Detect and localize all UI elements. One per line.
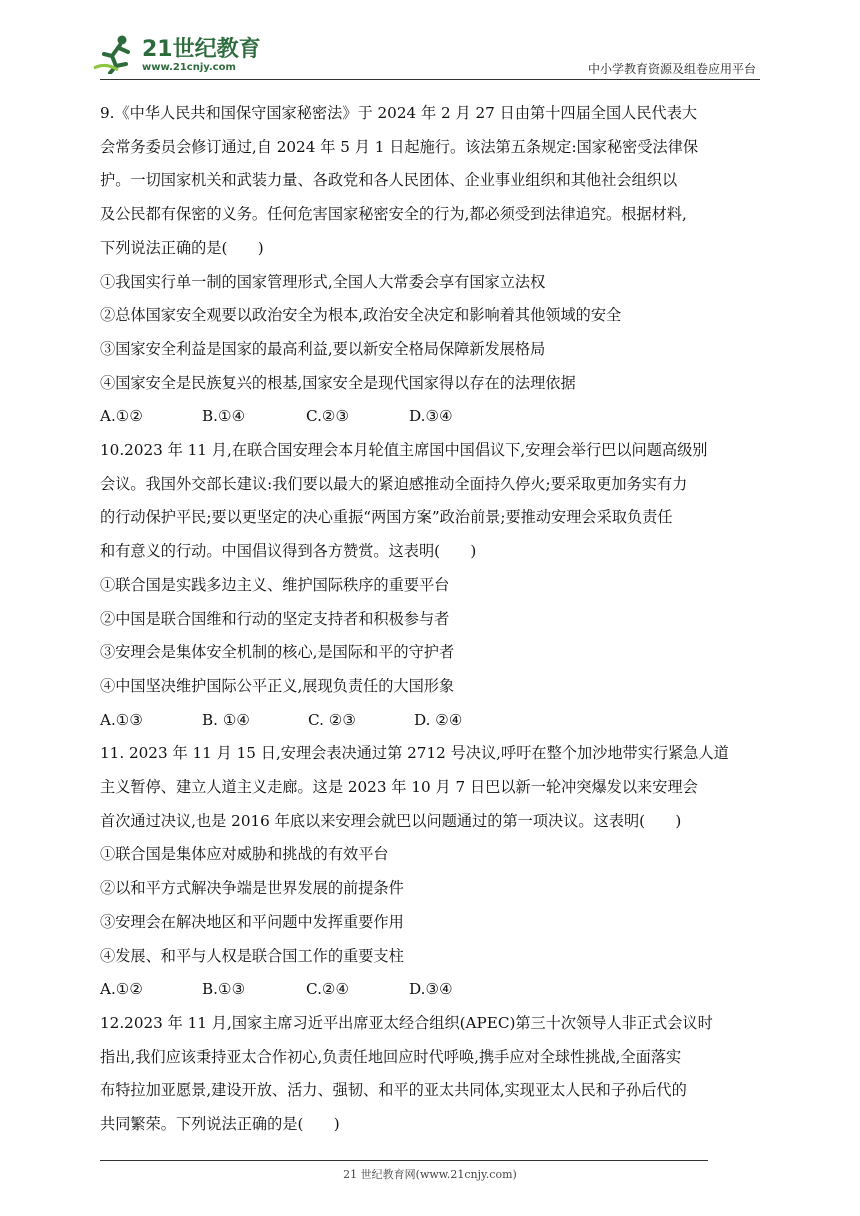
statement-item: ③安理会在解决地区和平问题中发挥重要作用 <box>100 912 404 931</box>
answer-options <box>100 973 766 1007</box>
question-stem-line: 护。一切国家机关和武装力量、各政党和各人民团体、企业事业组织和其他社会组织以 <box>100 171 678 190</box>
option-c[interactable]: C. ②③ <box>308 710 356 729</box>
statement-item: ①联合国是实践多边主义、维护国际秩序的重要平台 <box>100 575 450 594</box>
runner-logo-icon <box>92 34 136 74</box>
question-stem-line: 9.《中华人民共和国保守国家秘密法》于 2024 年 2 月 27 日由第十四届全国人民代表大 <box>100 104 698 122</box>
answer-options <box>100 400 766 434</box>
site-logo[interactable] <box>92 30 262 80</box>
statement-item: ②中国是联合国维和行动的坚定支持者和积极参与者 <box>100 609 450 628</box>
page-footer[interactable]: 21 世纪教育网(www.21cnjy.com) <box>343 1168 517 1181</box>
option-a[interactable]: A.①② <box>100 407 144 426</box>
statement-item: ①联合国是集体应对威胁和挑战的有效平台 <box>100 845 389 864</box>
statement-item: ①我国实行单一制的国家管理形式,全国人大常委会享有国家立法权 <box>100 272 546 291</box>
question-stem-line: 的行动保护平民;要以更坚定的决心重振“两国方案”政治前景;要推动安理会采取负责任 <box>100 508 673 527</box>
question-stem-line: 会常务委员会修订通过,自 2024 年 5 月 1 日起施行。该法第五条规定:国家秘密受法律保 <box>100 137 699 156</box>
statement-item: ④发展、和平与人权是联合国工作的重要支柱 <box>100 946 404 965</box>
question-12 <box>100 1007 766 1142</box>
question-9 <box>100 97 766 434</box>
header-divider <box>100 79 760 80</box>
option-d[interactable]: D. ②④ <box>414 710 463 729</box>
logo-text: 21世纪教育 <box>142 37 261 62</box>
logo-url: www.21cnjy.com <box>142 62 236 73</box>
question-stem-line: 主义暂停、建立人道主义走廊。这是 2023 年 10 月 7 日巴以新一轮冲突爆发以来安理会 <box>100 778 698 797</box>
option-c[interactable]: C.②④ <box>306 980 350 999</box>
page-header <box>0 0 860 80</box>
question-stem-line: 指出,我们应该秉持亚太合作初心,负责任地回应时代呼唤,携手应对全球性挑战,全面落实 <box>100 1047 682 1066</box>
statement-item: ③国家安全利益是国家的最高利益,要以新安全格局保障新发展格局 <box>100 339 546 358</box>
footer-divider <box>100 1160 708 1161</box>
question-10 <box>100 434 766 737</box>
option-b[interactable]: B. ①④ <box>202 710 251 729</box>
statement-item: ③安理会是集体安全机制的核心,是国际和平的守护者 <box>100 643 455 662</box>
statement-item: ④中国坚决维护国际公平正义,展现负责任的大国形象 <box>100 676 455 695</box>
question-stem-line: 12.2023 年 11 月,国家主席习近平出席亚太经合组织(APEC)第三十次领导人非正式会议时 <box>100 1013 713 1032</box>
question-stem-line: 会议。我国外交部长建议:我们要以最大的紧迫感推动全面持久停火;要采取更加务实有力 <box>100 474 688 493</box>
option-a[interactable]: A.①③ <box>100 710 144 729</box>
statement-item: ②以和平方式解决争端是世界发展的前提条件 <box>100 879 404 898</box>
question-stem-line: 10.2023 年 11 月,在联合国安理会本月轮值主席国中国倡议下,安理会举行巴以问题高级别 <box>100 441 708 460</box>
platform-name: 中小学教育资源及组卷应用平台 <box>587 62 756 76</box>
question-stem-line: 及公民都有保密的义务。任何危害国家秘密安全的行为,都必须受到法律追究。根据材料, <box>100 205 687 224</box>
question-list <box>100 97 766 1142</box>
statement-item: ④国家安全是民族复兴的根基,国家安全是现代国家得以存在的法理依据 <box>100 373 576 392</box>
option-a[interactable]: A.①② <box>100 980 144 999</box>
question-stem-line: 首次通过决议,也是 2016 年底以来安理会就巴以问题通过的第一项决议。这表明( ) <box>100 811 682 830</box>
option-d[interactable]: D.③④ <box>409 407 453 426</box>
question-stem-line: 和有意义的行动。中国倡议得到各方赞赏。这表明( ) <box>100 542 477 561</box>
option-b[interactable]: B.①④ <box>202 407 246 426</box>
question-11 <box>100 737 766 1007</box>
statement-item: ②总体国家安全观要以政治安全为根本,政治安全决定和影响着其他领域的安全 <box>100 306 622 325</box>
question-stem-line: 11. 2023 年 11 月 15 日,安理会表决通过第 2712 号决议,呼吁在整个加沙地带实行紧急人道 <box>100 744 729 763</box>
option-d[interactable]: D.③④ <box>409 980 453 999</box>
question-stem-line: 下列说法正确的是( ) <box>100 238 264 257</box>
option-c[interactable]: C.②③ <box>306 407 350 426</box>
answer-options <box>100 704 766 738</box>
option-b[interactable]: B.①③ <box>202 980 246 999</box>
question-stem-line: 共同繁荣。下列说法正确的是( ) <box>100 1115 340 1134</box>
question-stem-line: 布特拉加亚愿景,建设开放、活力、强韧、和平的亚太共同体,实现亚太人民和子孙后代的 <box>100 1081 687 1100</box>
